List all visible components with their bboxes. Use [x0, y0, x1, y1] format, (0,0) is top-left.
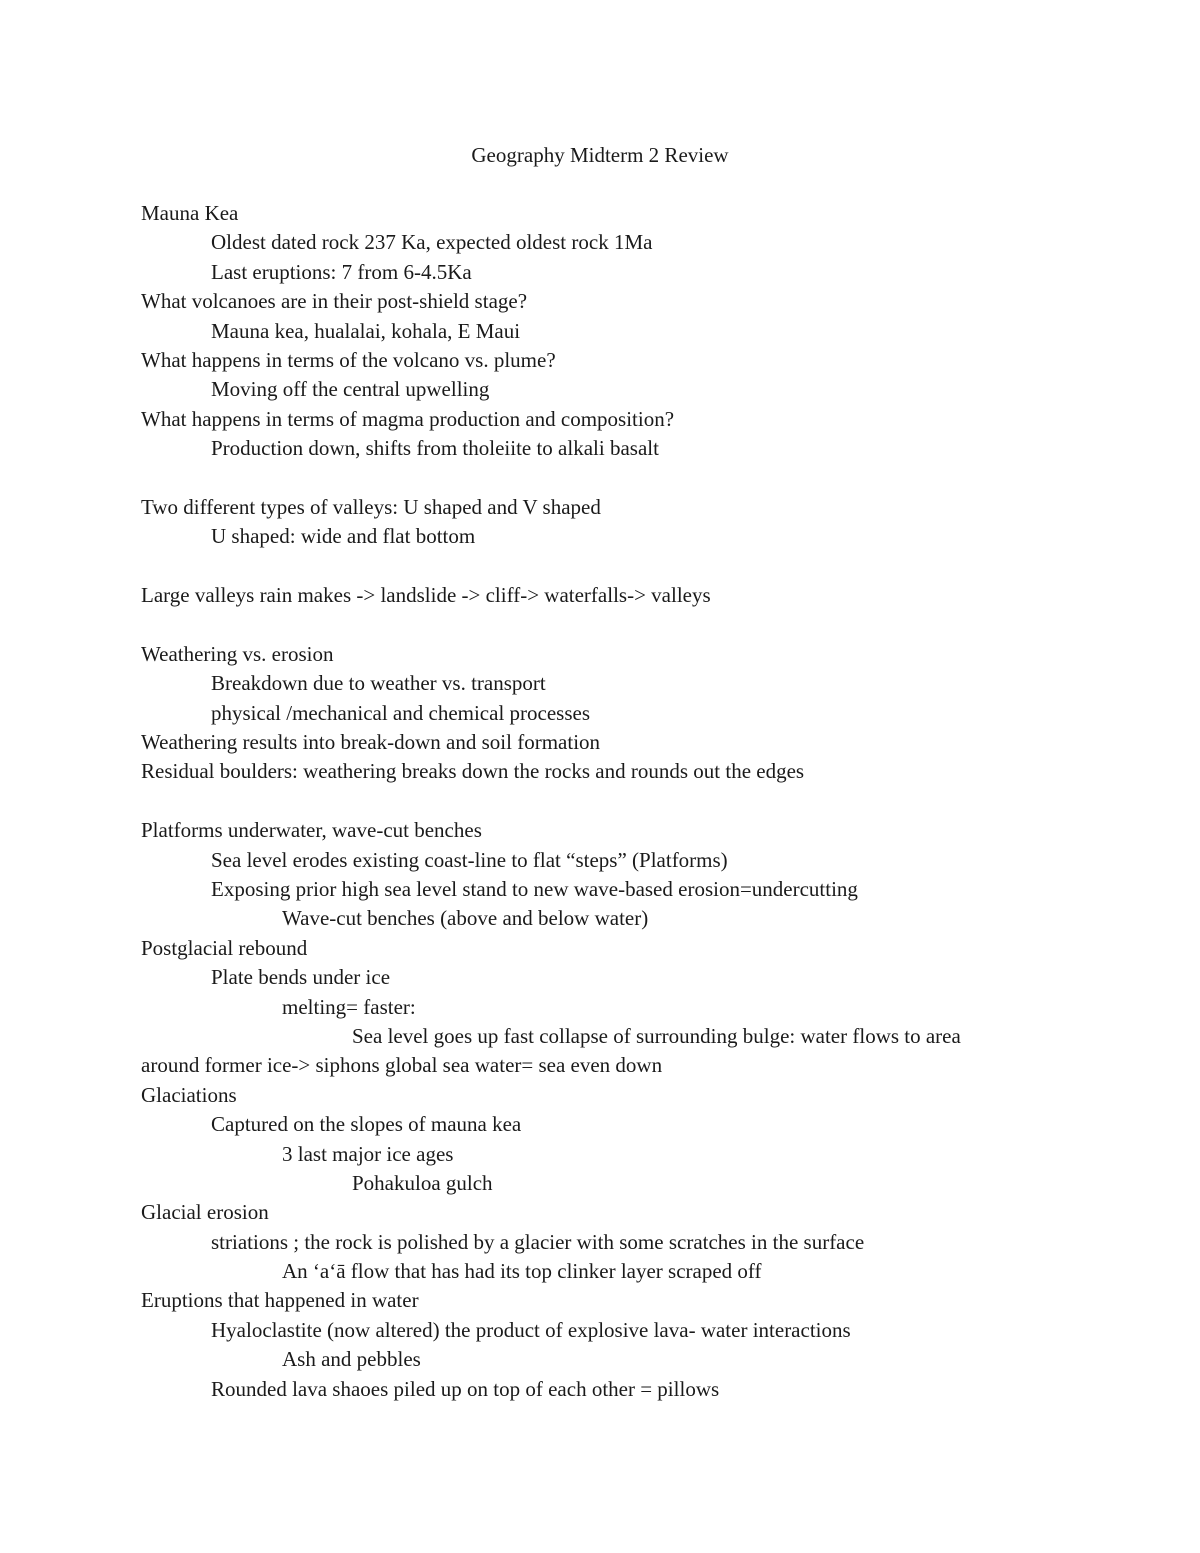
- text-line: Breakdown due to weather vs. transport: [211, 671, 546, 696]
- text-line: Two different types of valleys: U shaped and V shaped: [141, 494, 601, 519]
- text-line: striations ; the rock is polished by a glacier with some scratches in the surface: [211, 1229, 865, 1254]
- text-line: Eruptions that happened in water: [141, 1288, 419, 1313]
- document-body: [141, 199, 1141, 1404]
- text-line: Mauna kea, hualalai, kohala, E Maui: [211, 318, 521, 343]
- text-line: Residual boulders: weathering breaks down the rocks and rounds out the edges: [141, 759, 805, 784]
- text-line: Platforms underwater, wave-cut benches: [141, 818, 482, 843]
- text-line: Rounded lava shaoes piled up on top of each other = pillows: [211, 1376, 720, 1401]
- text-line: Large valleys rain makes -> landslide -> cliff-> waterfalls-> valleys: [141, 583, 711, 608]
- blank-line: [141, 610, 1141, 639]
- text-line: Postglacial rebound: [141, 935, 308, 960]
- document-title: Geography Midterm 2 Review: [471, 143, 729, 167]
- blank-line: [141, 552, 1141, 581]
- text-line: Last eruptions: 7 from 6-4.5Ka: [211, 259, 472, 284]
- text-line: What volcanoes are in their post-shield stage?: [141, 289, 528, 314]
- text-line: physical /mechanical and chemical processes: [211, 700, 591, 725]
- text-line: Hyaloclastite (now altered) the product of explosive lava- water interactions: [211, 1317, 851, 1342]
- text-line: Weathering results into break-down and soil formation: [141, 730, 601, 755]
- text-line: Plate bends under ice: [211, 965, 391, 990]
- text-line: Glacial erosion: [141, 1200, 269, 1225]
- text-line: Ash and pebbles: [282, 1347, 421, 1372]
- text-line: Sea level goes up fast collapse of surrounding bulge: water flows to area: [352, 1023, 961, 1048]
- text-line: Production down, shifts from tholeiite to alkali basalt: [211, 436, 659, 461]
- text-line: Glaciations: [141, 1082, 237, 1107]
- text-line: Weathering vs. erosion: [141, 641, 334, 666]
- text-line: around former ice-> siphons global sea water= sea even down: [141, 1053, 663, 1078]
- text-line: Pohakuloa gulch: [352, 1170, 493, 1195]
- text-line: Moving off the central upwelling: [211, 377, 490, 402]
- text-line: Exposing prior high sea level stand to new wave-based erosion=undercutting: [211, 876, 858, 901]
- text-line: What happens in terms of the volcano vs. plume?: [141, 347, 556, 372]
- text-line: What happens in terms of magma production and composition?: [141, 406, 675, 431]
- text-line: Sea level erodes existing coast-line to flat “steps” (Platforms): [211, 847, 728, 872]
- text-line: Captured on the slopes of mauna kea: [211, 1112, 522, 1137]
- blank-line: [141, 464, 1141, 493]
- blank-line: [141, 787, 1141, 816]
- text-line: Mauna Kea: [141, 201, 239, 225]
- text-line: 3 last major ice ages: [282, 1141, 454, 1166]
- text-line: Wave-cut benches (above and below water): [282, 906, 649, 931]
- text-line: U shaped: wide and flat bottom: [211, 524, 476, 549]
- text-line: melting= faster:: [282, 994, 416, 1019]
- text-line: Oldest dated rock 237 Ka, expected oldest rock 1Ma: [211, 230, 653, 255]
- text-line: An ‘a‘ā flow that has had its top clinker layer scraped off: [282, 1259, 762, 1284]
